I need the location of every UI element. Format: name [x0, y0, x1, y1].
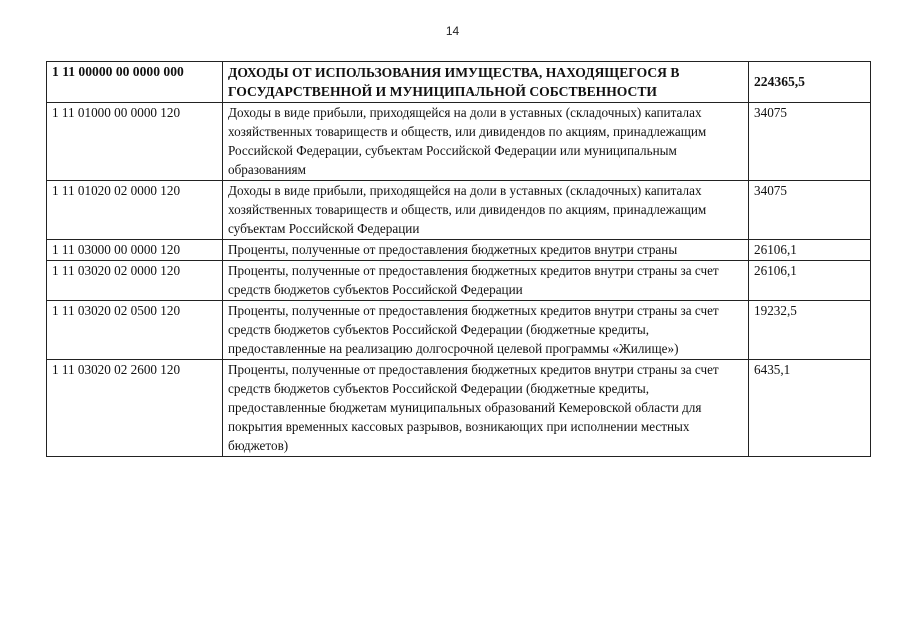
page-number: 14 [445, 24, 460, 38]
budget-code-cell: 1 11 01020 02 0000 120 [47, 181, 223, 240]
budget-code-cell: 1 11 01000 00 0000 120 [47, 103, 223, 181]
table-row-section-header [47, 62, 871, 103]
budget-code-cell: 1 11 03020 02 0000 120 [47, 261, 223, 301]
budget-code-cell: 1 11 03020 02 2600 120 [47, 360, 223, 457]
revenue-classification-table [46, 61, 871, 457]
budget-code-cell: 1 11 00000 00 0000 000 [47, 62, 223, 103]
table-row [47, 240, 871, 261]
table-row [47, 103, 871, 181]
revenue-name-cell: Проценты, полученные от предоставления бюджетных кредитов внутри страны за счет средств бюджетов субъектов Российской Федерации (бюджетные кредиты, предоставленные на реализацию долгосрочной целевой программы «Жилище») [223, 301, 749, 360]
amount-cell: 34075 [749, 181, 871, 240]
amount-cell: 34075 [749, 103, 871, 181]
revenue-name-cell: Проценты, полученные от предоставления бюджетных кредитов внутри страны за счет средств бюджетов субъектов Российской Федерации [223, 261, 749, 301]
amount-cell: 6435,1 [749, 360, 871, 457]
amount-cell: 19232,5 [749, 301, 871, 360]
amount-cell: 26106,1 [749, 261, 871, 301]
revenue-name-cell: Проценты, полученные от предоставления бюджетных кредитов внутри страны за счет средств бюджетов субъектов Российской Федерации (бюджетные кредиты, предоставленные бюджетам муниципальных образований Кемеровской области для покрытия временных кассовых разрывов, возникающих при исполнении местных бюджетов) [223, 360, 749, 457]
revenue-name-cell: Доходы в виде прибыли, приходящейся на доли в уставных (складочных) капиталах хозяйственных товариществ и обществ, или дивидендов по акциям, принадлежащим Российской Федерации, субъектам Российской Федерации или муниципальным образованиям [223, 103, 749, 181]
budget-code-cell: 1 11 03000 00 0000 120 [47, 240, 223, 261]
budget-code-cell: 1 11 03020 02 0500 120 [47, 301, 223, 360]
table-row [47, 181, 871, 240]
revenue-name-cell: ДОХОДЫ ОТ ИСПОЛЬЗОВАНИЯ ИМУЩЕСТВА, НАХОДЯЩЕГОСЯ В ГОСУДАРСТВЕННОЙ И МУНИЦИПАЛЬНОЙ СОБСТВЕННОСТИ [223, 62, 749, 103]
table-row [47, 360, 871, 457]
amount-cell: 224365,5 [749, 62, 871, 103]
table-row [47, 261, 871, 301]
revenue-name-cell: Доходы в виде прибыли, приходящейся на доли в уставных (складочных) капиталах хозяйственных товариществ и обществ, или дивидендов по акциям, принадлежащим субъектам Российской Федерации [223, 181, 749, 240]
table-row [47, 301, 871, 360]
amount-cell: 26106,1 [749, 240, 871, 261]
revenue-name-cell: Проценты, полученные от предоставления бюджетных кредитов внутри страны [223, 240, 749, 261]
